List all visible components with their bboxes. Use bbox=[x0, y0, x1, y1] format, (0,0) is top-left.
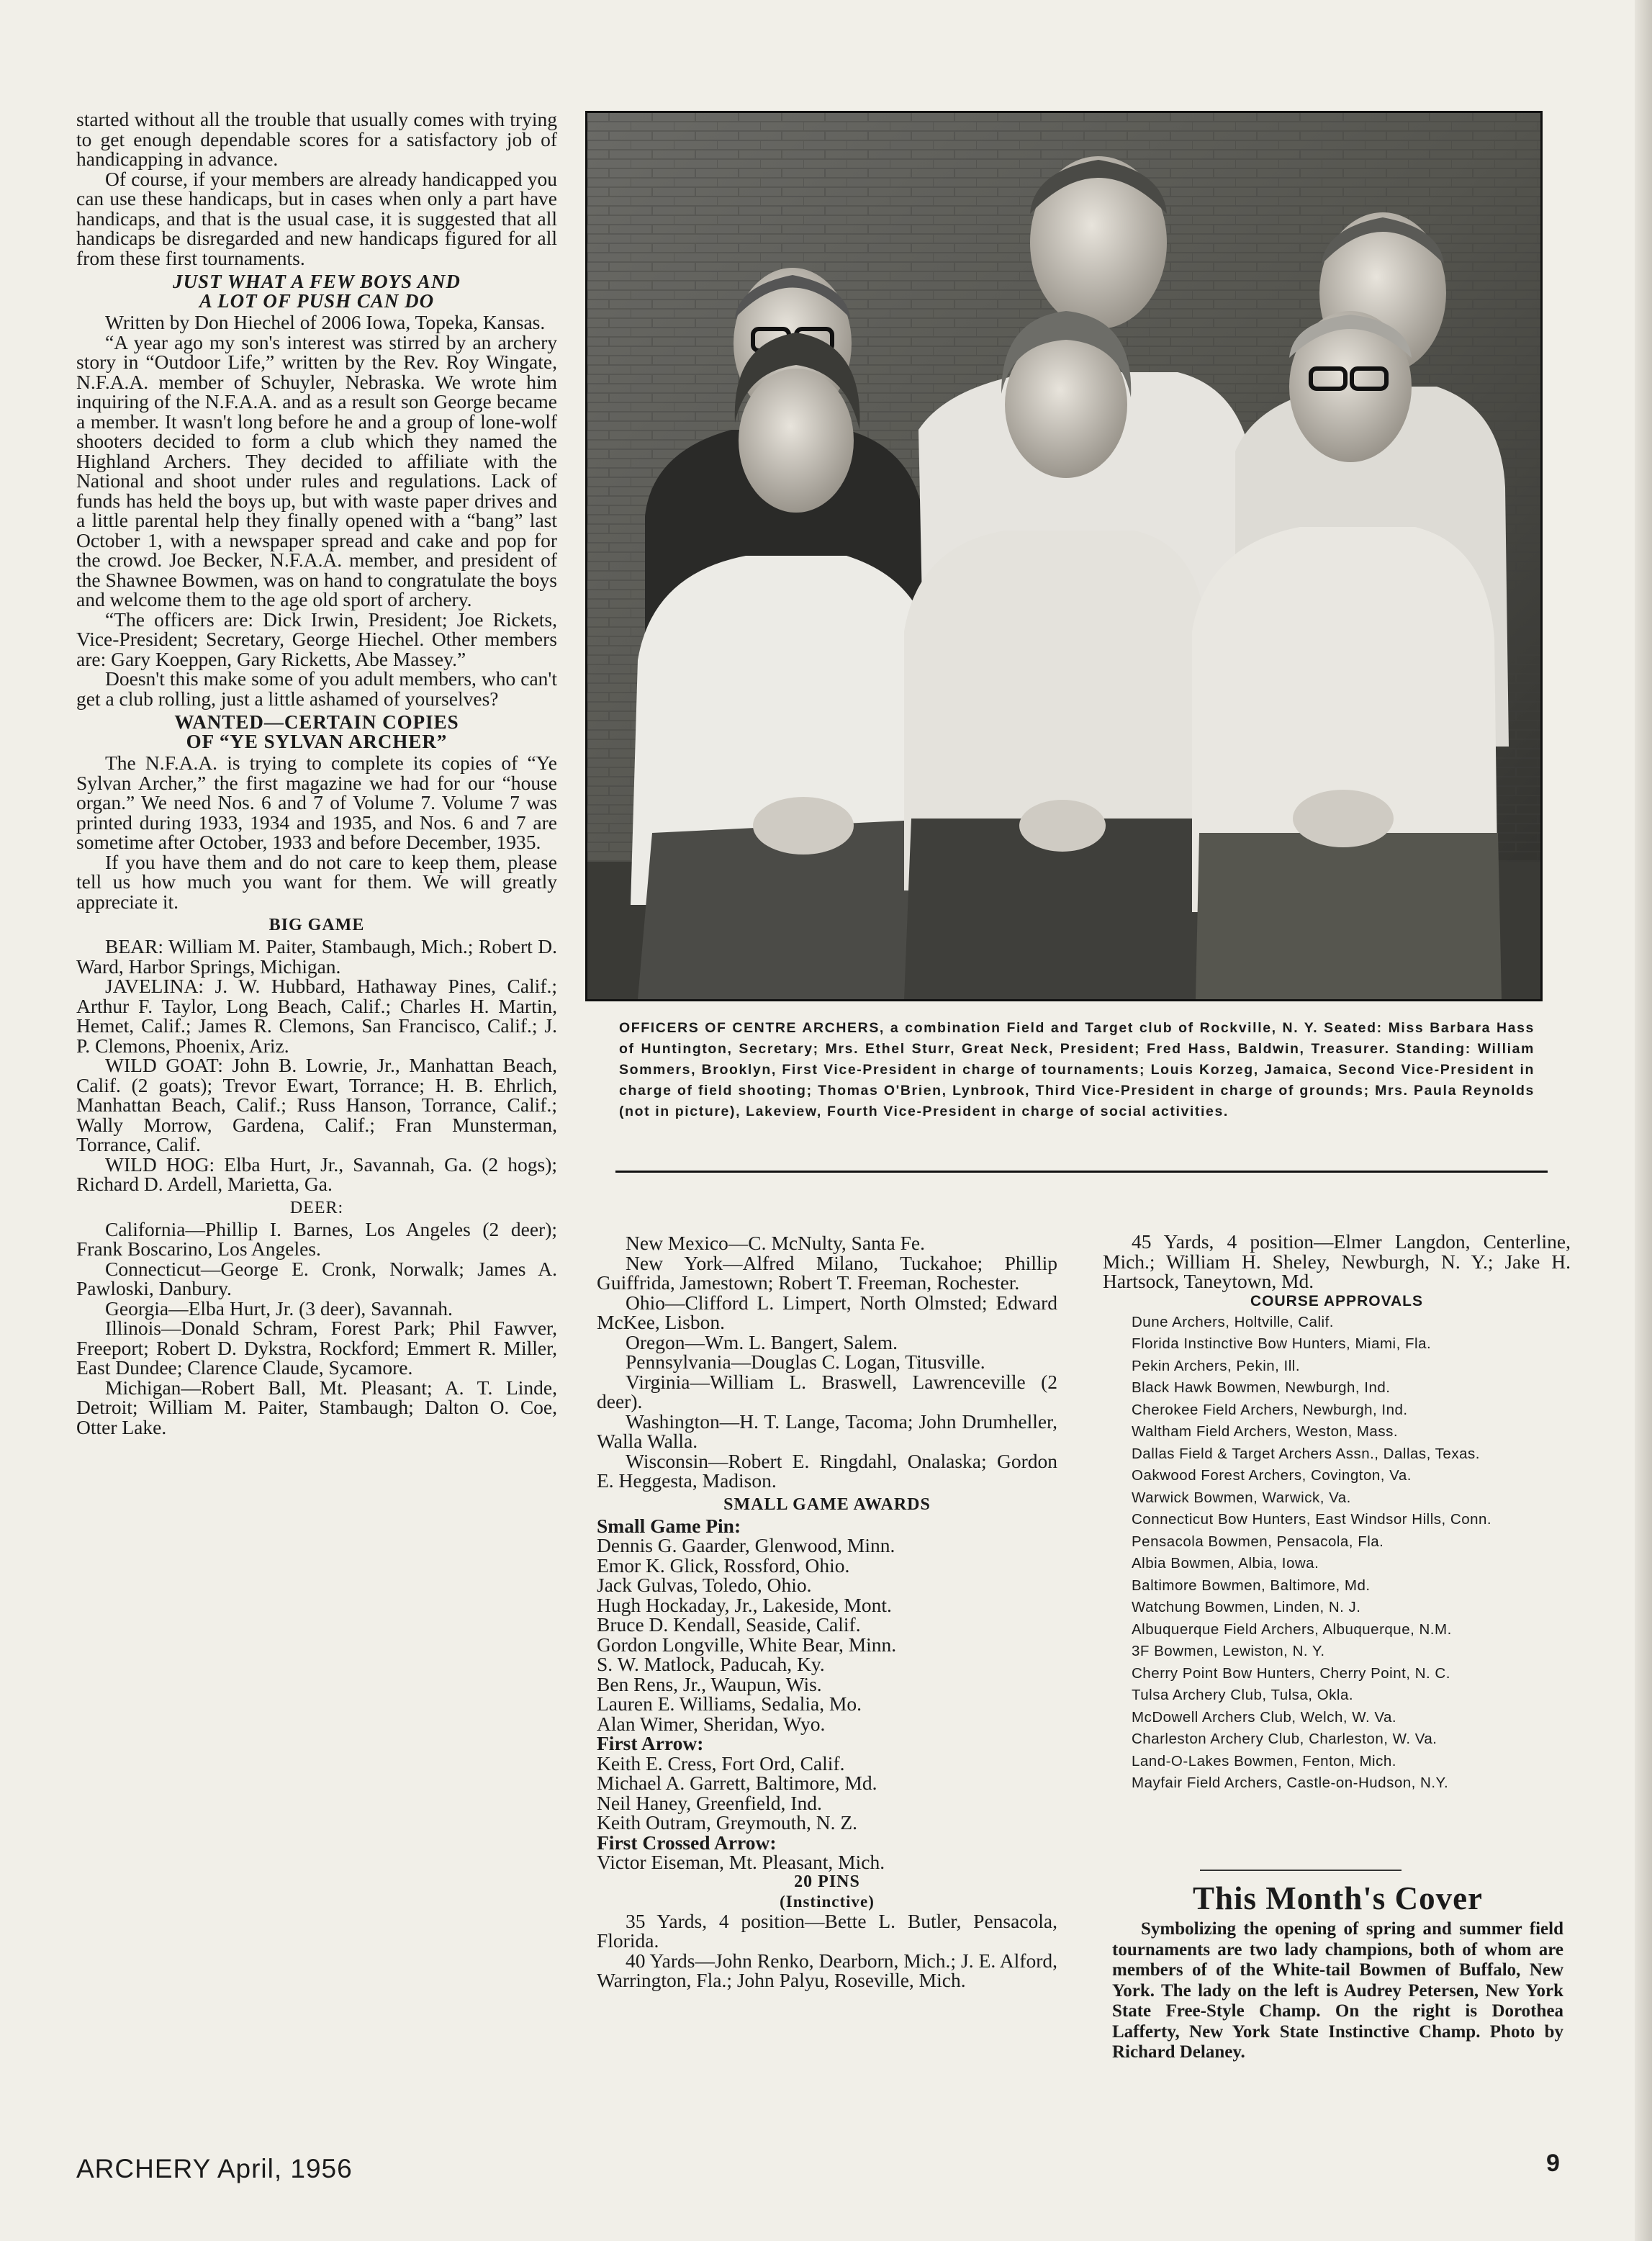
paragraph: Oregon—Wm. L. Bangert, Salem. bbox=[626, 1330, 898, 1353]
paragraph: Of course, if your members are already handicapped you can use these handicaps, but in cases when only a part have handicaps, and that is the usual case, it is suggested that all handicaps be disregarded and new handicaps figured for all from these first tournaments. bbox=[76, 167, 557, 269]
course-approval-item: McDowell Archers Club, Welch, W. Va. bbox=[1132, 1708, 1397, 1726]
paragraph: Illinois—Donald Schram, Forest Park; Phil Fawver, Freeport; Robert D. Dykstra, Rockford; Emmert R. Miller, East Dundee; Clarence Claude, Sycamore. bbox=[76, 1317, 557, 1379]
list-item: Michael A. Garrett, Baltimore, Md. bbox=[597, 1772, 877, 1794]
course-approval-list bbox=[1103, 1312, 1571, 1795]
course-approval-item: Connecticut Bow Hunters, East Windsor Hills, Conn. bbox=[1132, 1511, 1492, 1528]
course-approval-item: Warwick Bowmen, Warwick, Va. bbox=[1132, 1489, 1351, 1506]
small-game-pin-list bbox=[597, 1536, 1057, 1733]
section-heading: DEER: bbox=[289, 1198, 344, 1217]
course-approval-item: Dallas Field & Target Archers Assn., Dallas, Texas. bbox=[1132, 1445, 1480, 1462]
list-item: Bruce D. Kendall, Seaside, Calif. bbox=[597, 1613, 861, 1636]
right-column bbox=[1103, 1232, 1571, 1795]
first-arrow-list bbox=[597, 1751, 1057, 1834]
section-subheading: (Instinctive) bbox=[780, 1892, 875, 1911]
paragraph: started without all the trouble that usually comes with trying to get enough dependable scores for a satisfactory job of handicapping in advance. bbox=[76, 108, 557, 170]
course-approval-item: Oakwood Forest Archers, Covington, Va. bbox=[1132, 1467, 1412, 1484]
section-heading bbox=[76, 713, 557, 752]
list-item: Lauren E. Williams, Sedalia, Mo. bbox=[597, 1692, 862, 1715]
footer-magazine: ARCHERY April, 1956 bbox=[76, 2154, 353, 2183]
cover-box bbox=[1112, 1880, 1563, 2063]
heading-line: OF “YE SYLVAN ARCHER” bbox=[186, 731, 448, 752]
paragraph: JAVELINA: J. W. Hubbard, Hathaway Pines, Calif.; Arthur F. Taylor, Long Beach, Calif.; Charles H. Martin, Hemet, Calif.; James R. Clemons, San Francisco, Calif.; J. P. Clemons, Phoenix, Ariz. bbox=[76, 975, 557, 1057]
list-item: Gordon Longville, White Bear, Minn. bbox=[597, 1633, 897, 1656]
left-column bbox=[76, 109, 557, 1437]
section-heading: SMALL GAME AWARDS bbox=[723, 1494, 931, 1514]
officers-photo-illustration bbox=[587, 113, 1540, 999]
course-approvals bbox=[1103, 1291, 1571, 1795]
course-approval-item: Watchung Bowmen, Linden, N. J. bbox=[1132, 1599, 1361, 1615]
paragraph: New Mexico—C. McNulty, Santa Fe. bbox=[626, 1232, 926, 1254]
heading-line: JUST WHAT A FEW BOYS AND bbox=[173, 271, 461, 292]
course-approval-item: Mayfair Field Archers, Castle-on-Hudson, N.Y. bbox=[1132, 1775, 1449, 1791]
list-item: Dennis G. Gaarder, Glenwood, Minn. bbox=[597, 1534, 895, 1556]
paragraph: Pennsylvania—Douglas C. Logan, Titusville. bbox=[626, 1351, 985, 1373]
cover-title: This Month's Cover bbox=[1192, 1880, 1484, 1916]
paragraph: New York—Alfred Milano, Tuckahoe; Phillip Guiffrida, Jamestown; Robert T. Freeman, Rochester. bbox=[597, 1251, 1057, 1294]
course-approval-item: Tulsa Archery Club, Tulsa, Okla. bbox=[1132, 1687, 1354, 1703]
course-approval-item: Albuquerque Field Archers, Albuquerque, N.M. bbox=[1132, 1620, 1452, 1638]
course-approval-item: Cherokee Field Archers, Newburgh, Ind. bbox=[1132, 1401, 1408, 1418]
course-approval-item: Waltham Field Archers, Weston, Mass. bbox=[1132, 1423, 1399, 1440]
heading-line: A LOT OF PUSH CAN DO bbox=[199, 290, 435, 312]
caption-lead: OFFICERS OF CENTRE ARCHERS, bbox=[619, 1020, 885, 1036]
list-item: S. W. Matlock, Paducah, Ky. bbox=[597, 1653, 825, 1675]
officers-photo bbox=[585, 111, 1543, 1001]
paragraph: WILD GOAT: John B. Lowrie, Jr., Manhattan Beach, Calif. (2 goats); Trevor Ewart, Torrance; H. B. Ehrlich, Manhattan Beach, Calif.; Russ Hanson, Torrance, Calif.; Wally Morrow, Gardena, Calif.; Fran Munsterman, Torrance, Calif. bbox=[76, 1054, 557, 1155]
paragraph: 35 Yards, 4 position—Bette L. Butler, Pensacola, Florida. bbox=[597, 1909, 1057, 1952]
paragraph: Michigan—Robert Ball, Mt. Pleasant; A. T. Linde, Detroit; William M. Paiter, Stambaugh; Dalton O. Coe, Otter Lake. bbox=[76, 1376, 557, 1438]
cover-description: Symbolizing the opening of spring and summer field tournaments are two lady champions, both of whom are members of of the White-tail Bowmen of Buffalo, New York. The lady on the left is Audrey Petersen, New York State Free-Style Champ. On the right is Dorothea Lafferty, New York State Instinctive Champ. Photo by Richard Delaney. bbox=[1112, 1919, 1563, 2062]
list-item: Neil Haney, Greenfield, Ind. bbox=[597, 1791, 822, 1814]
caption-text: a combination Field and Target club of Rockville, N. Y. Seated: Miss Barbara Hass of Huntington, Secretary; Mrs. Ethel Sturr, Great Neck, President; Fred Hass, Baldwin, Treasurer. Standing: William Sommers, Brooklyn, First Vice-President in charge of tournaments; Louis Korzeg, Jamaica, Second Vice-President in charge of field shooting; Thomas O'Brien, Lynbrook, Third Vice-President in charge of grounds; Mrs. Paula Reynolds (not in picture), Lakeview, Fourth Vice-President in charge of social activities. bbox=[619, 1020, 1535, 1119]
subheading: Small Game Pin: bbox=[597, 1514, 741, 1537]
section-heading: BIG GAME bbox=[268, 916, 365, 934]
paragraph: If you have them and do not care to keep them, please tell us how much you want for them. We will greatly appreciate it. bbox=[76, 850, 557, 913]
paragraph: Written by Don Hiechel of 2006 Iowa, Topeka, Kansas. bbox=[105, 311, 546, 333]
list-item: Victor Eiseman, Mt. Pleasant, Mich. bbox=[597, 1851, 885, 1873]
cover-divider bbox=[1200, 1870, 1402, 1871]
course-approval-item: Florida Instinctive Bow Hunters, Miami, Fla. bbox=[1132, 1335, 1432, 1352]
paragraph: “The officers are: Dick Irwin, President; Joe Rickets, Vice-President; Secretary, George Hiechel. Other members are: Gary Koeppen, Gary Ricketts, Abe Massey.” bbox=[76, 608, 557, 670]
photo-caption bbox=[619, 1018, 1535, 1122]
paragraph: “A year ago my son's interest was stirred by an archery story in “Outdoor Life,” written by the Rev. Roy Wingate, N.F.A.A. member of Schuyler, Nebraska. We wrote him inquiring of the N.F.A.A. and as a result son George became a member. It wasn't long before he and a group of lone-wolf shooters decided to form a club which they named the Highland Archers. They decided to affiliate with the National and shoot under rules and regulations. Lack of funds has held the boys up, but with waste paper drives and a little parental help they finally opened with a “bang” last October 1, with a newspaper spread and cake and pop for the crowd. Joe Becker, N.F.A.A. member, and president of the Shawnee Bowmen, was on hand to congratulate the boys and welcome them to the age old sport of archery. bbox=[76, 330, 557, 610]
list-item: Alan Wimer, Sheridan, Wyo. bbox=[597, 1712, 826, 1735]
course-approval-item: Albia Bowmen, Albia, Iowa. bbox=[1132, 1555, 1319, 1572]
list-item: Ben Rens, Jr., Waupun, Wis. bbox=[597, 1672, 822, 1695]
paragraph: The N.F.A.A. is trying to complete its copies of “Ye Sylvan Archer,” the first magazine we had for our “house organ.” We need Nos. 6 and 7 of Volume 7. Volume 7 was printed during 1933, 1934 and 1935, and Nos. 6 and 7 are sometime after October, 1933 and before December, 1935. bbox=[76, 752, 557, 853]
paragraph: California—Phillip I. Barnes, Los Angeles (2 deer); Frank Boscarino, Los Angeles. bbox=[76, 1217, 557, 1260]
subheading: First Arrow: bbox=[597, 1732, 704, 1754]
middle-column bbox=[597, 1233, 1057, 1990]
paragraph: Ohio—Clifford L. Limpert, North Olmsted; Edward McKee, Lisbon. bbox=[597, 1291, 1057, 1333]
section-heading bbox=[76, 272, 557, 311]
paragraph: Washington—H. T. Lange, Tacoma; John Drumheller, Walla Walla. bbox=[597, 1410, 1057, 1452]
course-approval-item: Pensacola Bowmen, Pensacola, Fla. bbox=[1132, 1533, 1384, 1550]
list-item: Keith E. Cress, Fort Ord, Calif. bbox=[597, 1751, 845, 1775]
course-approval-item: Dune Archers, Holtville, Calif. bbox=[1132, 1313, 1334, 1330]
paragraph: 45 Yards, 4 position—Elmer Langdon, Centerline, Mich.; William H. Sheley, Newburgh, N. Y.; Jake H. Hartsock, Taneytown, Md. bbox=[1103, 1230, 1571, 1292]
course-approval-item: Land-O-Lakes Bowmen, Fenton, Mich. bbox=[1132, 1752, 1396, 1769]
list-item: Keith Outram, Greymouth, N. Z. bbox=[597, 1811, 858, 1834]
paragraph: Virginia—William L. Braswell, Lawrenceville (2 deer). bbox=[597, 1370, 1057, 1412]
paragraph: Wisconsin—Robert E. Ringdahl, Onalaska; Gordon E. Heggesta, Madison. bbox=[597, 1449, 1057, 1492]
section-heading: 20 PINS bbox=[794, 1872, 860, 1891]
heading-line: WANTED—CERTAIN COPIES bbox=[174, 711, 459, 733]
section-heading: COURSE APPROVALS bbox=[1250, 1292, 1424, 1309]
course-approval-item: Charleston Archery Club, Charleston, W. Va. bbox=[1132, 1731, 1437, 1747]
paragraph: Connecticut—George E. Cronk, Norwalk; James A. Pawloski, Danbury. bbox=[76, 1257, 557, 1299]
course-approval-item: Baltimore Bowmen, Baltimore, Md. bbox=[1132, 1577, 1371, 1594]
course-approval-item: Black Hawk Bowmen, Newburgh, Ind. bbox=[1132, 1379, 1391, 1396]
paragraph: BEAR: William M. Paiter, Stambaugh, Mich.; Robert D. Ward, Harbor Springs, Michigan. bbox=[76, 935, 557, 978]
caption-divider bbox=[615, 1171, 1548, 1173]
paragraph: Doesn't this make some of you adult members, who can't get a club rolling, just a little ashamed of yourselves? bbox=[76, 667, 557, 710]
course-approval-item: 3F Bowmen, Lewiston, N. Y. bbox=[1132, 1643, 1325, 1659]
page-number: 9 bbox=[1546, 2150, 1560, 2177]
paragraph: Georgia—Elba Hurt, Jr. (3 deer), Savannah. bbox=[105, 1297, 453, 1320]
paragraph: 40 Yards—John Renko, Dearborn, Mich.; J. E. Alford, Warrington, Fla.; John Palyu, Roseville, Mich. bbox=[597, 1949, 1057, 1991]
subheading: First Crossed Arrow: bbox=[597, 1831, 777, 1854]
paragraph: WILD HOG: Elba Hurt, Jr., Savannah, Ga. (2 hogs); Richard D. Ardell, Marietta, Ga. bbox=[76, 1153, 557, 1195]
page-edge-shadow bbox=[1635, 0, 1652, 2241]
list-item: Emor K. Glick, Rossford, Ohio. bbox=[597, 1554, 850, 1577]
course-approval-item: Pekin Archers, Pekin, Ill. bbox=[1132, 1357, 1301, 1374]
list-item: Jack Gulvas, Toledo, Ohio. bbox=[597, 1574, 812, 1596]
list-item: Hugh Hockaday, Jr., Lakeside, Mont. bbox=[597, 1593, 892, 1616]
course-approval-item: Cherry Point Bow Hunters, Cherry Point, N. C. bbox=[1132, 1664, 1450, 1682]
